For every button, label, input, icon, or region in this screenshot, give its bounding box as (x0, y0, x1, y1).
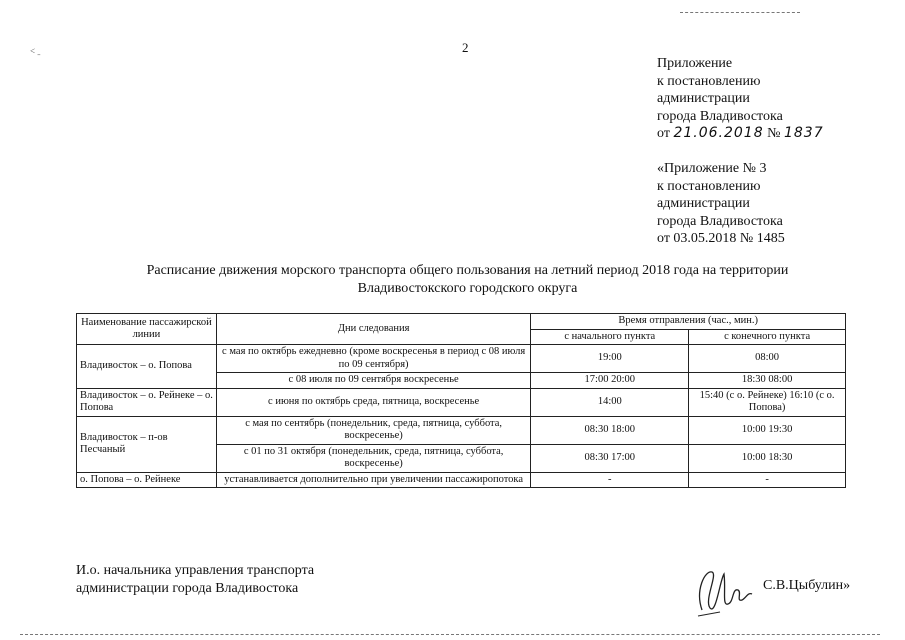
start-time-cell: 19:00 (531, 345, 689, 373)
annex-from-label: от (657, 126, 670, 141)
annex-header (657, 55, 824, 143)
end-time-cell: 10:00 19:30 (689, 416, 846, 444)
header-time: Время отправления (час., мин.) (531, 314, 846, 330)
page-number: 2 (462, 40, 469, 55)
end-time-cell: 15:40 (с о. Рейнеке) 16:10 (с о. Попова) (689, 388, 846, 416)
route-cell: Владивосток – о. Рейнеке – о. Попова (77, 388, 217, 416)
annex-line-4: города Владивостока (657, 108, 783, 124)
scan-artifact-bottom (20, 634, 880, 635)
route-cell: Владивосток – о. Попова (77, 345, 217, 389)
start-time-cell: 08:30 17:00 (531, 444, 689, 472)
start-time-cell: 14:00 (531, 388, 689, 416)
annex-number-label: № (767, 126, 781, 141)
annex-line-2: к постановлению (657, 73, 761, 89)
route-cell: о. Попова – о. Рейнеке (77, 472, 217, 488)
annex-date-line (657, 125, 824, 143)
document-title (70, 262, 865, 298)
title-line-1: Расписание движения морского транспорта общего пользования на летний период 2018 года на территории (146, 263, 789, 278)
scan-artifact-left: ˂ ˍ (30, 46, 41, 56)
days-cell: с июня по октябрь среда, пятница, воскресенье (216, 388, 531, 416)
days-cell: с мая по октябрь ежедневно (кроме воскресенья в период с 08 июля по 09 сентября) (216, 345, 531, 373)
annex2-line-5: от 03.05.2018 № 1485 (657, 231, 785, 246)
signatory-position-line-1: И.о. начальника управления транспорта (76, 563, 315, 578)
end-time-cell: 18:30 08:00 (689, 373, 846, 389)
annex2-line-1: «Приложение № 3 (657, 161, 767, 176)
days-cell: устанавливается дополнительно при увеличении пассажиропотока (216, 472, 531, 488)
header-route: Наименование пассажирской линии (77, 314, 217, 345)
end-time-cell: 08:00 (689, 345, 846, 373)
end-time-cell: - (689, 472, 846, 488)
header-days: Дни следования (216, 314, 531, 345)
annex-number-handwritten: 1837 (783, 125, 824, 141)
table-row (77, 416, 846, 444)
title-line-2: Владивостокского городского округа (357, 281, 578, 296)
table-row (77, 345, 846, 373)
handwritten-signature (690, 560, 760, 620)
table-row (77, 388, 846, 416)
table-header-row (77, 314, 846, 330)
annex2-line-3: администрации (657, 196, 750, 211)
end-time-cell: 10:00 18:30 (689, 444, 846, 472)
annex-previous-header (657, 160, 785, 248)
start-time-cell: 08:30 18:00 (531, 416, 689, 444)
signatory-position-line-2: администрации города Владивостока (76, 581, 299, 596)
scan-artifact-top (680, 12, 800, 13)
signatory-position (76, 562, 314, 598)
annex-date-handwritten: 21.06.2018 (673, 125, 764, 141)
annex-line-3: администрации (657, 91, 750, 106)
days-cell: с 08 июля по 09 сентября воскресенье (216, 373, 531, 389)
header-from-end: с конечного пункта (689, 329, 846, 345)
signatory-name: С.В.Цыбулин» (763, 578, 851, 593)
annex2-line-2: к постановлению (657, 178, 761, 194)
start-time-cell: - (531, 472, 689, 488)
annex2-line-4: города Владивостока (657, 213, 783, 229)
annex-line-1: Приложение (657, 56, 733, 71)
header-from-start: с начального пункта (531, 329, 689, 345)
days-cell: с 01 по 31 октября (понедельник, среда, пятница, суббота, воскресенье) (216, 444, 531, 472)
start-time-cell: 17:00 20:00 (531, 373, 689, 389)
route-cell: Владивосток – п-ов Песчаный (77, 416, 217, 472)
days-cell: с мая по сентябрь (понедельник, среда, пятница, суббота, воскресенье) (216, 416, 531, 444)
schedule-table (76, 313, 846, 488)
table-row (77, 472, 846, 488)
